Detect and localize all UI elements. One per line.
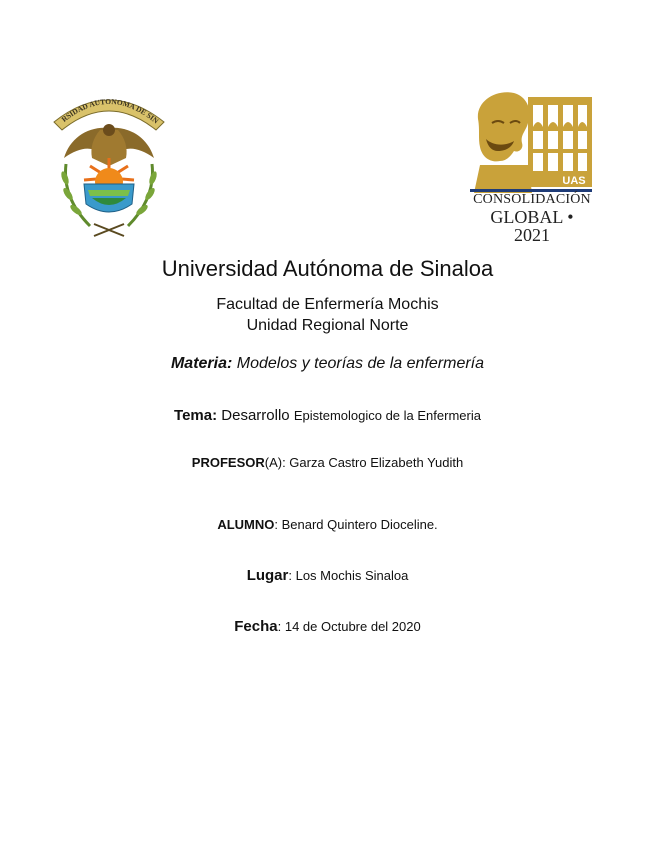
fecha-label: Fecha <box>234 618 278 635</box>
materia-value: Modelos y teorías de la enfermería <box>232 355 485 372</box>
profesor-line <box>0 455 655 470</box>
profesor-value: (A): Garza Castro Elizabeth Yudith <box>264 455 464 470</box>
regional-unit: Unidad Regional Norte <box>246 317 409 334</box>
uas-coat-of-arms-icon <box>48 86 170 241</box>
university-title: Universidad Autónoma de Sinaloa <box>161 256 494 281</box>
lugar-value: : Los Mochis Sinaloa <box>288 568 409 583</box>
alumno-line <box>0 517 655 532</box>
profesor-label: PROFESOR <box>191 455 265 470</box>
uas-badge-text: UAS <box>562 175 586 187</box>
lugar-line <box>0 567 655 584</box>
caption-line-1: CONSOLIDACIÓN <box>473 192 591 207</box>
lugar-label: Lugar <box>246 567 289 584</box>
alumno-label: ALUMNO <box>217 517 275 532</box>
coat-of-arms-ring-text: RSIDAD AUTONOMA DE SIN <box>59 96 161 126</box>
tema-label: Tema: <box>174 407 218 424</box>
tema-line <box>0 407 655 424</box>
tema-value-part1: Desarrollo <box>217 407 294 424</box>
materia-line <box>0 355 655 373</box>
consolidacion-caption <box>472 193 592 244</box>
tema-value-part2: Epistemologico de la Enfermeria <box>293 408 481 423</box>
fecha-line <box>0 618 655 635</box>
fecha-value: : 14 de Octubre del 2020 <box>277 619 421 634</box>
caption-line-2: GLOBAL • 2021 <box>490 207 574 245</box>
faculty-name: Facultad de Enfermería Mochis <box>216 296 439 313</box>
materia-label: Materia: <box>170 355 233 372</box>
alumno-value: : Benard Quintero Dioceline. <box>274 517 438 532</box>
